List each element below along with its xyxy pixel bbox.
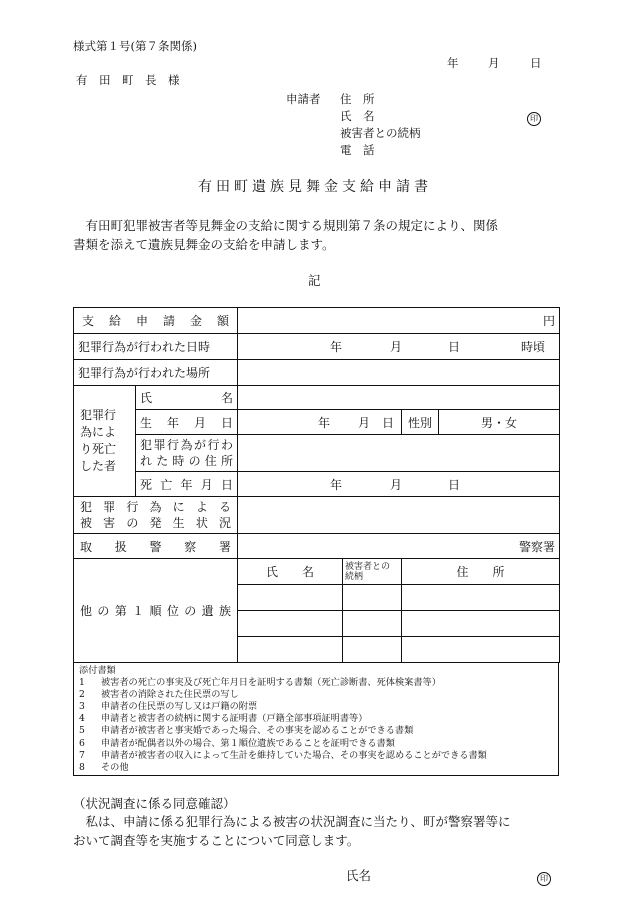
attachment-text: 申請者の住民票の写し又は戸籍の附票 [101, 701, 258, 713]
attachments-box [73, 663, 559, 776]
attachment-item [79, 713, 553, 725]
attachment-number: 3 [79, 701, 85, 713]
death-date-field[interactable] [238, 472, 560, 497]
amount-unit: 円 [543, 314, 556, 328]
death-date-label: 死亡年月日 [136, 472, 238, 497]
seal-icon: 印 [527, 106, 541, 126]
attachment-item [79, 689, 553, 701]
consent-seal-icon: 印 [537, 866, 551, 886]
application-table [73, 307, 560, 663]
applicant-relation-label: 被害者との続柄 [340, 126, 421, 140]
attachment-text: 申請者と被害者の続柄に関する証明書（戸籍全部事項証明書等） [101, 713, 368, 725]
attachment-number: 6 [79, 737, 85, 749]
attachment-text: 申請者が被害者と事実婚であった場合、その事実を認めることができる書類 [101, 725, 414, 737]
date-year-label: 年 [447, 56, 459, 70]
death-year-label: 年 [330, 477, 343, 492]
page-title: 有田町遺族見舞金支給申請書 [198, 179, 432, 195]
deceased-name-field[interactable] [238, 386, 560, 410]
birth-year-label: 年 [318, 415, 331, 430]
intro-line-2: 書類を添えて遺族見舞金の支給を申請します。 [73, 237, 335, 252]
applicant-address-label: 住 所 [340, 92, 375, 106]
address-at-time-l2: れた時の住所 [140, 454, 234, 468]
birth-month-label: 月 [358, 415, 371, 430]
date-day-label: 日 [530, 56, 542, 70]
attachment-number: 1 [79, 677, 85, 689]
dt-year-label: 年 [330, 340, 343, 354]
ki-label: 記 [308, 273, 321, 288]
attachment-text: 申請者が被害者の収入によって生計を維持していた場合、その事実を認めることができる書類 [101, 749, 487, 761]
addressee: 有 田 町 長 様 [76, 73, 180, 87]
attachment-number: 5 [79, 725, 85, 737]
heir-relation-field[interactable] [343, 585, 402, 611]
deceased-label-l4: した者 [80, 459, 117, 473]
amount-field[interactable] [238, 308, 560, 334]
attachment-text: 被害者の死亡の事実及び死亡年月日を証明する書類（死亡診断書、死体検案書等） [101, 677, 441, 689]
amount-label: 支給申請金額 [74, 308, 238, 334]
consent-heading: （状況調査に係る同意確認） [73, 796, 236, 811]
attachment-item [79, 725, 553, 737]
deceased-label-l1: 犯罪行 [80, 408, 117, 422]
deceased-label-l2: 為によ [80, 425, 117, 439]
consent-line-2: おいて調査等を実施することについて同意します。 [73, 833, 360, 848]
attachment-text: 申請者が配偶者以外の場合、第１順位遺族であることを証明できる書類 [101, 737, 395, 749]
birth-date-label: 生年月日 [136, 410, 238, 435]
heir-address-field[interactable] [402, 637, 560, 663]
police-field[interactable] [238, 534, 560, 559]
applicant-name-label: 氏 名 [340, 109, 375, 123]
death-month-label: 月 [390, 477, 403, 492]
deceased-group-label [74, 386, 136, 497]
deceased-label-l3: り死亡 [80, 442, 117, 456]
heir-relation-field[interactable] [343, 611, 402, 637]
heir-address-field[interactable] [402, 585, 560, 611]
heir-address-field[interactable] [402, 611, 560, 637]
intro-line-1: 有田町犯罪被害者等見舞金の支給に関する規則第７条の規定により、関係 [73, 218, 499, 233]
heir-relation-field[interactable] [343, 637, 402, 663]
attachment-number: 4 [79, 713, 85, 725]
sex-field[interactable]: 男・女 [439, 410, 560, 435]
attachment-item [79, 677, 553, 689]
heirs-relation-l1: 被害者との [345, 561, 391, 572]
attachment-number: 7 [79, 749, 85, 761]
attachment-item [79, 762, 553, 774]
heirs-relation-header [343, 559, 402, 585]
crime-datetime-field[interactable] [238, 334, 560, 360]
crime-datetime-label: 犯罪行為が行われた日時 [74, 334, 238, 360]
heir-name-field[interactable] [238, 611, 343, 637]
dt-day-label: 日 [448, 340, 461, 354]
death-day-label: 日 [448, 477, 461, 492]
address-at-time-l1: 犯罪行為が行わ [140, 438, 234, 452]
damage-label [74, 497, 238, 534]
attachment-text: 被害者の消除された住民票の写し [101, 689, 239, 701]
heirs-address-header: 住 所 [402, 559, 560, 585]
heir-name-field[interactable] [238, 585, 343, 611]
dt-hour-label: 時頃 [521, 340, 546, 354]
form-number: 様式第１号(第７条関係) [73, 39, 197, 53]
address-at-time-label [136, 435, 238, 472]
applicant-label: 申請者 [286, 92, 321, 106]
consent-name-label: 氏名 [346, 868, 372, 883]
attachment-text: その他 [101, 761, 129, 773]
sex-label: 性別 [402, 410, 439, 435]
heirs-relation-l2: 続柄 [345, 571, 364, 582]
heir-name-field[interactable] [238, 637, 343, 663]
crime-place-field[interactable] [238, 360, 560, 386]
damage-label-l1: 犯罪行為による [80, 500, 232, 514]
police-unit: 警察署 [519, 539, 556, 554]
date-month-label: 月 [488, 56, 500, 70]
attachments-heading: 添付書類 [79, 665, 116, 676]
heirs-name-header: 氏 名 [238, 559, 343, 585]
birth-day-label: 日 [382, 415, 395, 430]
dt-month-label: 月 [390, 340, 403, 354]
attachment-item [79, 738, 553, 750]
damage-field[interactable] [238, 497, 560, 534]
police-label: 取扱警察署 [74, 534, 238, 559]
crime-place-label: 犯罪行為が行われた場所 [74, 360, 238, 386]
damage-label-l2: 被害の発生状況 [80, 516, 232, 530]
attachment-number: 8 [79, 761, 85, 773]
birth-date-field[interactable] [238, 410, 402, 435]
attachment-item [79, 701, 553, 713]
address-at-time-field[interactable] [238, 435, 560, 472]
attachment-number: 2 [79, 689, 85, 701]
consent-line-1: 私は、申請に係る犯罪行為による被害の状況調査に当たり、町が警察署等に [73, 814, 511, 829]
attachment-item [79, 750, 553, 762]
deceased-name-label: 氏 名 [136, 386, 238, 410]
applicant-phone-label: 電 話 [340, 143, 375, 157]
other-heirs-label: 他の第１順位の遺族 [74, 559, 238, 663]
